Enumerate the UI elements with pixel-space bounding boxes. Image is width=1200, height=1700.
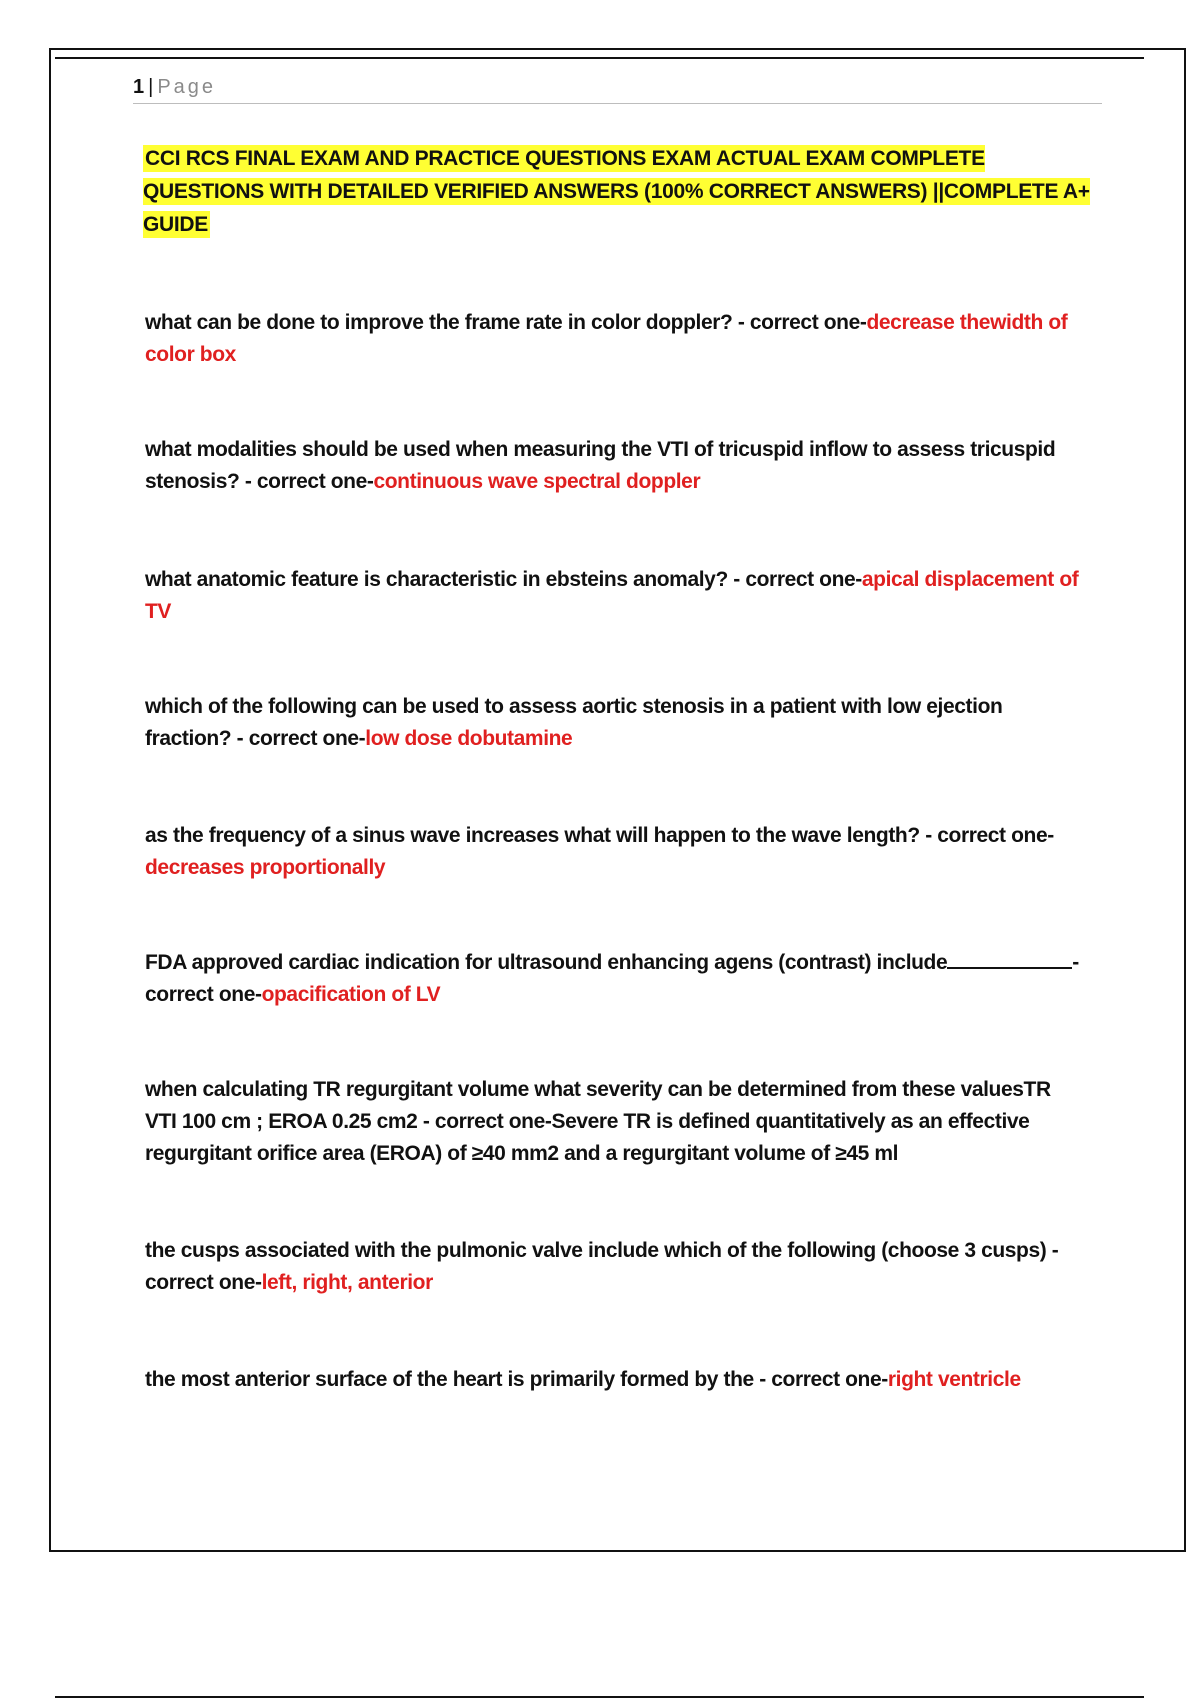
qa-item-1 [145, 307, 1080, 371]
question-text: FDA approved cardiac indication for ultrasound enhancing agens (contrast) include [145, 951, 948, 974]
page-word: Page [157, 76, 217, 98]
page-number: 1 [133, 76, 145, 98]
qa-item-5 [145, 820, 1080, 884]
question-tail: - correct one- [145, 951, 1079, 1006]
question-text: which of the following can be used to assess aortic stenosis in a patient with low ejection fraction? - correct one- [145, 695, 1003, 750]
question-text: the cusps associated with the pulmonic valve include which of the following (choose 3 cusps) - correct one- [145, 1239, 1059, 1294]
answer-text: right ventricle [887, 1368, 1021, 1391]
qa-item-3 [145, 564, 1080, 628]
answer-text: decrease thewidth of color box [145, 311, 1068, 366]
qa-item-9 [145, 1364, 1080, 1396]
qa-item-8 [145, 1235, 1080, 1299]
answer-text: left, right, anterior [261, 1271, 433, 1294]
qa-item-2 [145, 434, 1080, 498]
question-text: the most anterior surface of the heart is primarily formed by the - correct one- [145, 1368, 888, 1391]
answer-text: low dose dobutamine [365, 727, 573, 750]
answer-blank [947, 949, 1072, 969]
answer-text: apical displacement of TV [145, 568, 1079, 623]
answer-text: opacification of LV [261, 983, 441, 1006]
page-separator: | [148, 76, 154, 98]
question-text: what can be done to improve the frame rate in color doppler? - correct one- [145, 311, 867, 334]
qa-item-4 [145, 691, 1080, 755]
title-text: CCI RCS FINAL EXAM AND PRACTICE QUESTIONS EXAM ACTUAL EXAM COMPLETE QUESTIONS WITH DETAILED VERIFIED ANSWERS (100% CORRECT ANSWERS) ||COMPLETE A+ GUIDE [143, 147, 1090, 236]
question-text: as the frequency of a sinus wave increases what will happen to the wave length? - correct one- [145, 824, 1054, 847]
qa-item-6 [145, 947, 1080, 1011]
question-text: what anatomic feature is characteristic in ebsteins anomaly? - correct one- [145, 568, 862, 591]
bottom-rule [55, 1696, 1144, 1698]
page-header [133, 72, 1102, 104]
question-text: what modalities should be used when measuring the VTI of tricuspid inflow to assess tricuspid stenosis? - correct one- [145, 438, 1056, 493]
document-title [143, 142, 1093, 241]
answer-text: decreases proportionally [145, 856, 386, 879]
answer-text: continuous wave spectral doppler [373, 470, 701, 493]
qa-item-7 [145, 1074, 1080, 1170]
question-text: when calculating TR regurgitant volume what severity can be determined from these valuesTR VTI 100 cm ; EROA 0.25 cm2 - correct one-Severe TR is defined quantitatively as an effective regurgitant orifice area (EROA) of ≥40 mm2 and a regurgitant volume of ≥45 ml [145, 1078, 1051, 1165]
page-border [49, 48, 1186, 1552]
